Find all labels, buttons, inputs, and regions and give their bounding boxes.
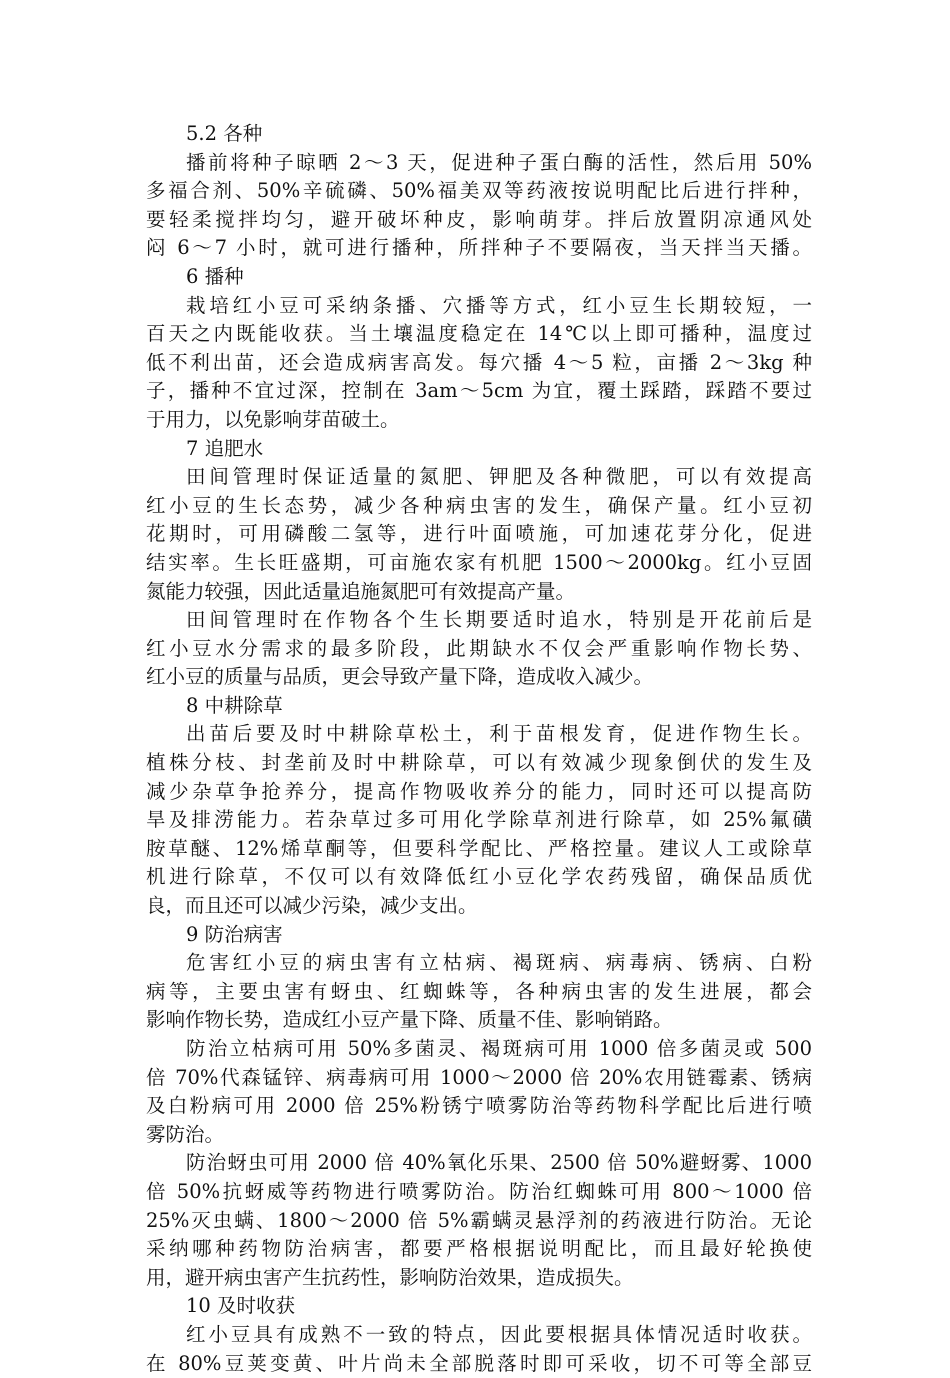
text-line: 花期时，可用磷酸二氢等，进行叶面喷施，可加速花芽分化，促进: [146, 522, 812, 546]
text-line: 影响作物长势，造成红小豆产量下降、质量不佳、影响销路。: [146, 1008, 673, 1032]
text-line: 于用力，以免影响芽苗破土。: [146, 407, 400, 431]
text-line: 采纳哪种药物防治病害，都要严格根据说明配比，而且最好轮换使: [146, 1237, 812, 1261]
text-line: 植株分枝、封垄前及时中耕除草，可以有效减少现象倒伏的发生及: [146, 751, 812, 775]
text-line: 用，避开病虫害产生抗药性，影响防治效果，造成损失。: [146, 1265, 634, 1289]
text-line: 红小豆水分需求的最多阶段，此期缺水不仅会严重影响作物长势、: [146, 636, 812, 660]
text-line: 田间管理时保证适量的氮肥、钾肥及各种微肥，可以有效提高: [186, 465, 812, 489]
text-line: 危害红小豆的病虫害有立枯病、褐斑病、病毒病、锈病、白粉: [186, 951, 812, 975]
text-line: 9 防治病害: [186, 922, 283, 946]
text-line: 播前将种子晾晒 2～3 天，促进种子蛋白酶的活性，然后用 50%: [186, 150, 812, 174]
text-line: 及白粉病可用 2000 倍 25%粉锈宁喷雾防治等药物科学配比后进行喷: [146, 1094, 812, 1118]
text-line: 10 及时收获: [186, 1294, 296, 1318]
text-line: 7 追肥水: [186, 436, 264, 460]
text-line: 要轻柔搅拌均匀，避开破坏种皮，影响萌芽。拌后放置阴凉通风处: [146, 207, 812, 231]
text-line: 百天之内既能收获。当土壤温度稳定在 14℃以上即可播种，温度过: [146, 322, 812, 346]
text-line: 机进行除草，不仅可以有效降低红小豆化学农药残留，确保品质优: [146, 865, 812, 889]
text-line: 出苗后要及时中耕除草松土，利于苗根发育，促进作物生长。: [186, 722, 812, 746]
text-line: 雾防治。: [146, 1122, 225, 1146]
text-line: 结实率。生长旺盛期，可亩施农家有机肥 1500～2000kg。红小豆固: [146, 550, 812, 574]
text-line: 病等，主要虫害有蚜虫、红蜘蛛等，各种病虫害的发生进展，都会: [146, 979, 812, 1003]
text-line: 良，而且还可以减少污染，减少支出。: [146, 894, 478, 918]
text-line: 防治立枯病可用 50%多菌灵、褐斑病可用 1000 倍多菌灵或 500: [186, 1037, 812, 1060]
text-line: 田间管理时在作物各个生长期要适时追水，特别是开花前后是: [186, 608, 812, 632]
text-line: 氮能力较强，因此适量追施氮肥可有效提高产量。: [146, 579, 576, 603]
text-line: 8 中耕除草: [186, 693, 283, 717]
text-line: 子，播种不宜过深，控制在 3am～5cm 为宜，覆土踩踏，踩踏不要过: [146, 379, 812, 403]
text-line: 胺草醚、12%烯草酮等，但要科学配比、严格控量。建议人工或除草: [146, 836, 812, 860]
text-line: 5.2 各种: [186, 122, 263, 145]
text-line: 红小豆的生长态势，减少各种病虫害的发生，确保产量。红小豆初: [146, 493, 812, 517]
text-line: 闷 6～7 小时，就可进行播种，所拌种子不要隔夜，当天拌当天播。: [146, 236, 812, 260]
text-line: 防治蚜虫可用 2000 倍 40%氧化乐果、2500 倍 50%避蚜雾、1000: [186, 1151, 812, 1175]
text-line: 减少杂草争抢养分，提高作物吸收养分的能力，同时还可以提高防: [146, 779, 812, 803]
text-line: 低不利出苗，还会造成病害高发。每穴播 4～5 粒，亩播 2～3kg 种: [146, 350, 812, 374]
text-line: 倍 50%抗蚜威等药物进行喷雾防治。防治红蜘蛛可用 800～1000 倍: [146, 1179, 812, 1203]
text-line: 红小豆具有成熟不一致的特点，因此要根据具体情况适时收获。: [186, 1322, 812, 1346]
text-line: 红小豆的质量与品质，更会导致产量下降，造成收入减少。: [146, 665, 654, 689]
text-line: 6 播种: [186, 264, 244, 288]
text-line: 多福合剂、50%辛硫磷、50%福美双等药液按说明配比后进行拌种，: [146, 179, 812, 203]
text-line: 栽培红小豆可采纳条播、穴播等方式，红小豆生长期较短，一: [186, 293, 812, 317]
document-page: [146, 120, 812, 1378]
text-line: 旱及排涝能力。若杂草过多可用化学除草剂进行除草，如 25%氟磺: [146, 808, 812, 832]
text-line: 在 80%豆荚变黄、叶片尚未全部脱落时即可采收，切不可等全部豆: [146, 1351, 812, 1375]
text-line: 25%灭虫螨、1800～2000 倍 5%霸螨灵悬浮剂的药液进行防治。无论: [146, 1208, 812, 1232]
text-line: 倍 70%代森锰锌、病毒病可用 1000～2000 倍 20%农用链霉素、锈病: [146, 1065, 812, 1089]
